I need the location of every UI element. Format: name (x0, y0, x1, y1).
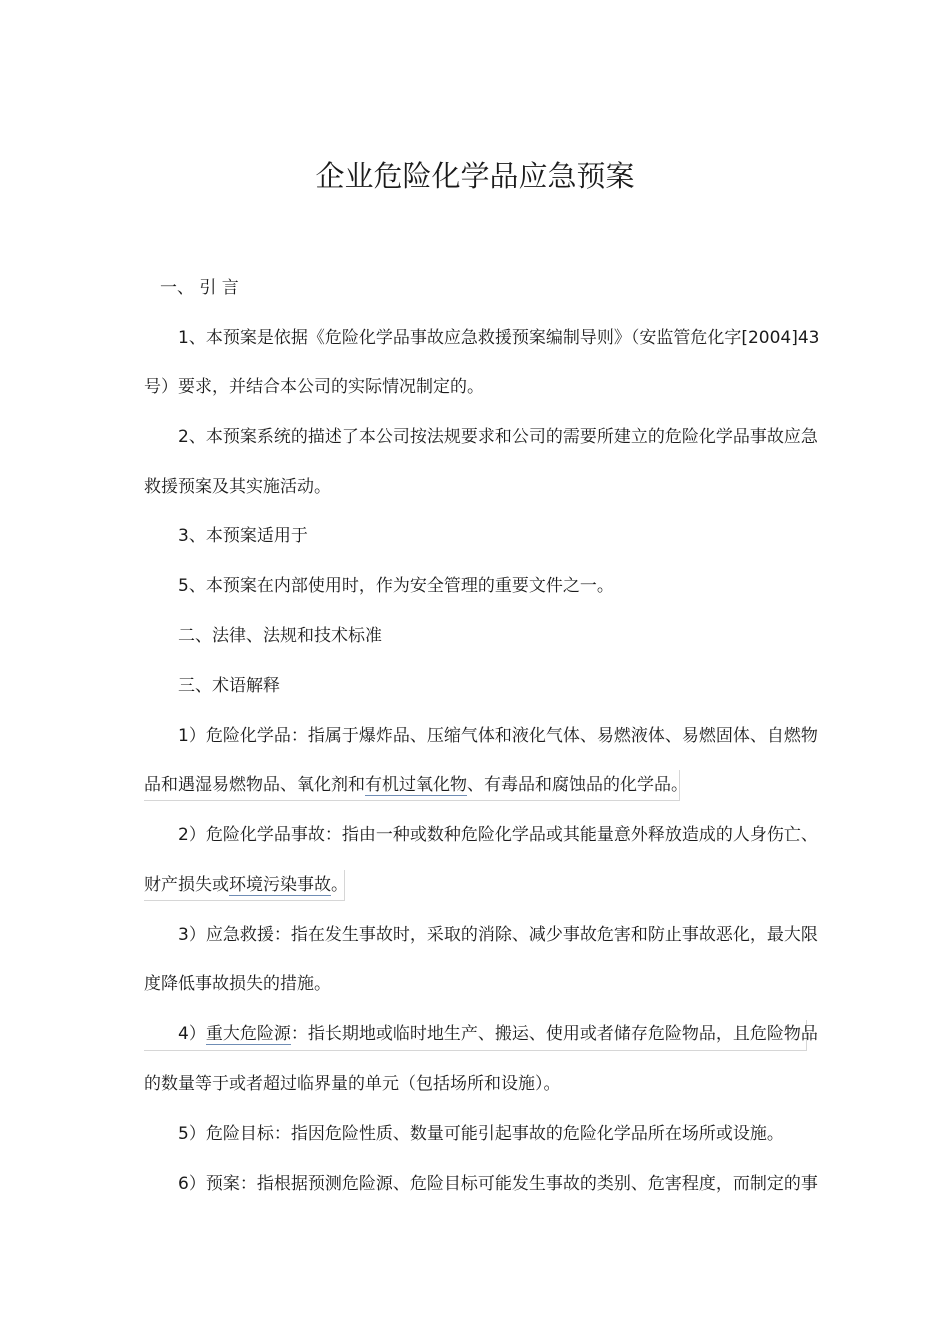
definition-5: 5）危险目标：指因危险性质、数量可能引起事故的危险化学品所在场所或设施。 (178, 1124, 784, 1144)
definition-2-text-a: 财产损失或 (144, 875, 229, 895)
definition-1-line-2 (144, 773, 688, 797)
definition-4-text-a: 4） (178, 1024, 206, 1044)
paragraph-1-line-2: 号）要求，并结合本公司的实际情况制定的。 (144, 377, 484, 397)
definition-4-line-1 (178, 1022, 818, 1046)
definition-4-text-b: ：指长期地或临时地生产、搬运、使用或者储存危险物品，且危险物品 (290, 1024, 818, 1044)
definition-6-line-1: 6）预案：指根据预测危险源、危险目标可能发生事故的类别、危害程度，而制定的事 (178, 1174, 818, 1194)
definition-2-text-b: 。 (331, 875, 348, 895)
environmental-pollution-link[interactable]: 环境污染事故 (229, 875, 331, 895)
definition-3-line-2: 度降低事故损失的措施。 (144, 974, 331, 994)
organic-peroxide-link[interactable]: 有机过氧化物 (365, 775, 467, 795)
definition-1-line-1: 1）危险化学品：指属于爆炸品、压缩气体和液化气体、易燃液体、易燃固体、自燃物 (178, 726, 818, 746)
section-heading-introduction: 一、 引 言 (160, 278, 239, 298)
document-title: 企业危险化学品应急预案 (315, 159, 635, 193)
definition-3-line-1: 3）应急救援：指在发生事故时，采取的消除、减少事故危害和防止事故恶化，最大限 (178, 925, 818, 945)
definition-4-line-2: 的数量等于或者超过临界量的单元（包括场所和设施）。 (144, 1074, 561, 1094)
paragraph-2-line-2: 救援预案及其实施活动。 (144, 477, 331, 497)
section-heading-terms: 三、术语解释 (178, 676, 280, 696)
paragraph-1-line-1: 1、本预案是依据《危险化学品事故应急救援预案编制导则》（安监管危化字[2004]43 (178, 328, 820, 348)
paragraph-2-line-1: 2、本预案系统的描述了本公司按法规要求和公司的需要所建立的危险化学品事故应急 (178, 427, 818, 447)
major-hazard-link[interactable]: 重大危险源 (205, 1024, 291, 1044)
paragraph-3: 3、本预案适用于 (178, 526, 308, 546)
paragraph-5: 5、本预案在内部使用时，作为安全管理的重要文件之一。 (178, 576, 614, 596)
definition-1-text-a: 品和遇湿易燃物品、氧化剂和 (144, 775, 365, 795)
definition-2-line-2 (144, 873, 348, 897)
definition-2-line-1: 2）危险化学品事故：指由一种或数种危险化学品或其能量意外释放造成的人身伤亡、 (178, 825, 818, 845)
section-heading-laws: 二、法律、法规和技术标准 (178, 626, 382, 646)
definition-1-text-b: 、有毒品和腐蚀品的化学品。 (467, 775, 688, 795)
